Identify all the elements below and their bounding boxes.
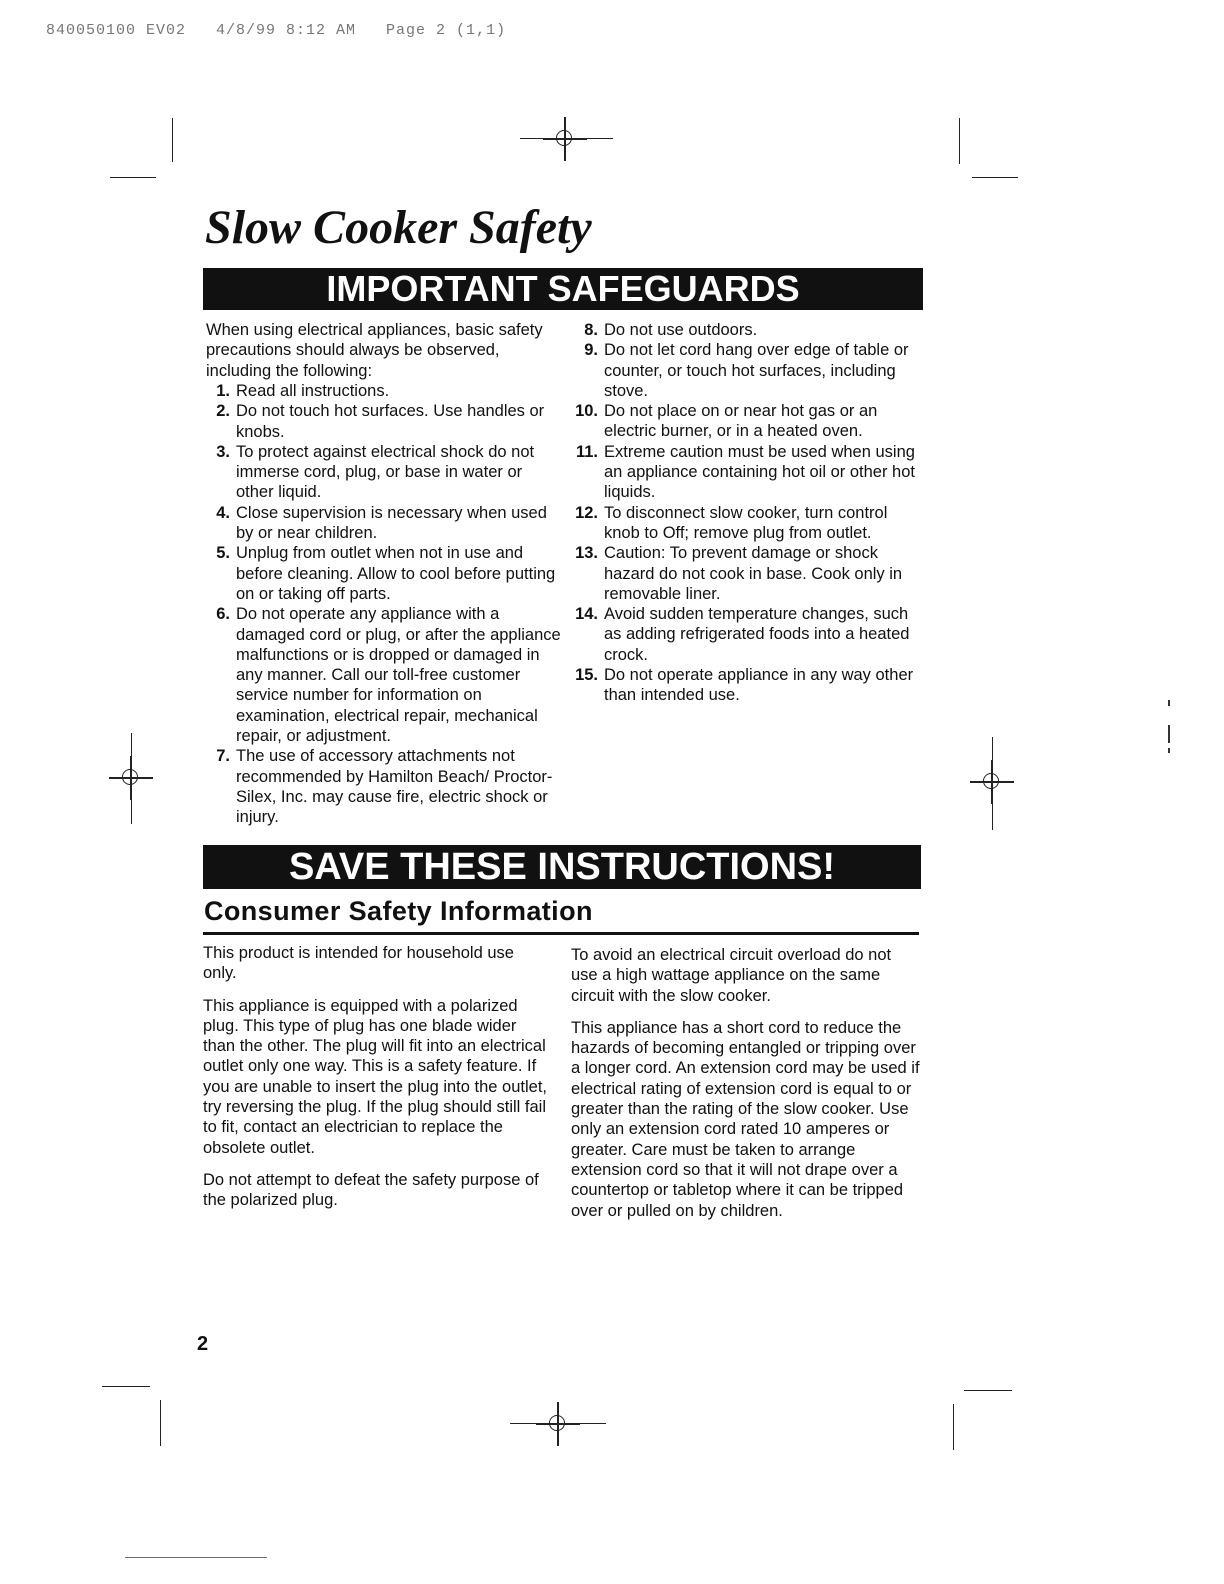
paragraph: This appliance has a short cord to reduce the hazards of becoming entangled or tripping over a longer cord. An extension cord may be used if electrical rating of extension cord is equal to or greater than the rating of the slow cooker. Use only an extension cord rated 10 amperes or greater. Care must be taken to arrange extension cord so that it will not drape over a countertop or tabletop where it can be tripped over or pulled on by children. [571, 1018, 920, 1220]
registration-tail-right-bottom [992, 804, 993, 830]
registration-tail-right [992, 737, 993, 761]
consumer-right-column [571, 945, 921, 1233]
registration-mark-top-icon [543, 117, 587, 161]
crop-mark-top-left-v [172, 118, 173, 162]
registration-mark-left-icon [109, 756, 153, 800]
consumer-safety-heading: Consumer Safety Information [204, 896, 593, 926]
registration-mark-bottom-icon [536, 1402, 580, 1446]
save-instructions-banner: SAVE THESE INSTRUCTIONS! [203, 845, 921, 889]
crop-mark-top-left-h [110, 177, 156, 178]
registration-tail-bottom-right [580, 1423, 606, 1424]
registration-tail-top-left [520, 138, 544, 139]
safeguards-intro: When using electrical appliances, basic safety precautions should always be observed, including the following: [206, 321, 543, 380]
scan-speck [1168, 725, 1170, 743]
safeguards-list-left [206, 381, 562, 828]
page-number: 2 [197, 1333, 209, 1355]
list-item: 8. Do not use outdoors. [584, 321, 758, 339]
list-item: 10. Do not place on or near hot gas or an electric burner, or in a heated oven. [575, 402, 878, 441]
consumer-left-column [203, 943, 551, 1223]
list-item: 11. Extreme caution must be used when using an appliance containing hot oil or other hot liquids. [575, 442, 915, 502]
paragraph: To avoid an electrical circuit overload do not use a high wattage appliance on the same circuit with the slow cooker. [571, 946, 892, 1005]
registration-tail-top-right [587, 138, 613, 139]
list-item: 9. Do not let cord hang over edge of table or counter, or touch hot surfaces, including stove. [584, 341, 909, 400]
list-item: 3. To protect against electrical shock do not immerse cord, plug, or base in water or other liquid. [216, 442, 535, 502]
safeguards-list-right [574, 320, 920, 706]
registration-tail-left [131, 733, 132, 757]
page-title: Slow Cooker Safety [205, 201, 592, 254]
crop-mark-bottom-right-v [953, 1404, 954, 1450]
list-item: 7. The use of accessory attachments not recommended by Hamilton Beach/ Proctor-Silex, Inc. may cause fire, electric shock or injury. [216, 747, 553, 827]
list-item: 2. Do not touch hot surfaces. Use handles or knobs. [216, 402, 545, 441]
fax-header: 840050100 EV02 4/8/99 8:12 AM Page 2 (1,1) [46, 22, 507, 39]
list-item: 6. Do not operate any appliance with a damaged cord or plug, or after the appliance malfunctions or is dropped or damaged in any manner. Call our toll-free customer service number for information on examination, electrical repair, mechanical repair, or adjustment. [216, 605, 561, 746]
list-item: 14. Avoid sudden temperature changes, such as adding refrigerated foods into a heated crock. [575, 605, 910, 664]
bottom-rule [125, 1557, 267, 1558]
list-item: 12. To disconnect slow cooker, turn control knob to Off; remove plug from outlet. [575, 503, 888, 542]
paragraph: Do not attempt to defeat the safety purpose of the polarized plug. [203, 1170, 539, 1210]
crop-mark-top-right-v [959, 118, 960, 164]
list-item: 13. Caution: To prevent damage or shock hazard do not cook in base. Cook only in removable liner. [575, 544, 903, 603]
crop-mark-bottom-left-h [102, 1386, 150, 1387]
registration-tail-bottom-left [510, 1423, 536, 1424]
crop-mark-bottom-right-h [964, 1390, 1012, 1391]
important-safeguards-banner: IMPORTANT SAFEGUARDS [203, 268, 923, 310]
list-item: 4. Close supervision is necessary when used by or near children. [216, 503, 547, 543]
scan-speck [1168, 700, 1170, 706]
scan-speck [1168, 748, 1170, 753]
list-item: 5. Unplug from outlet when not in use and before cleaning. Allow to cool before putting on or taking off parts. [216, 544, 556, 603]
registration-tail-left-bottom [131, 800, 132, 824]
list-item: 15. Do not operate appliance in any way other than intended use. [575, 666, 914, 705]
list-item: 1. Read all instructions. [216, 382, 390, 400]
registration-mark-right-icon [970, 760, 1014, 804]
crop-mark-top-right-h [972, 177, 1018, 178]
paragraph: This product is intended for household use only. [203, 944, 514, 983]
crop-mark-bottom-left-v [160, 1400, 161, 1446]
heading-rule [203, 932, 919, 935]
paragraph: This appliance is equipped with a polarized plug. This type of plug has one blade wider than the other. The plug will fit into an electrical outlet only one way. This is a safety feature. If you are unable to insert the plug into the outlet, try reversing the plug. If the plug should still fail to fit, contact an electrician to replace the obsolete outlet. [203, 996, 547, 1157]
